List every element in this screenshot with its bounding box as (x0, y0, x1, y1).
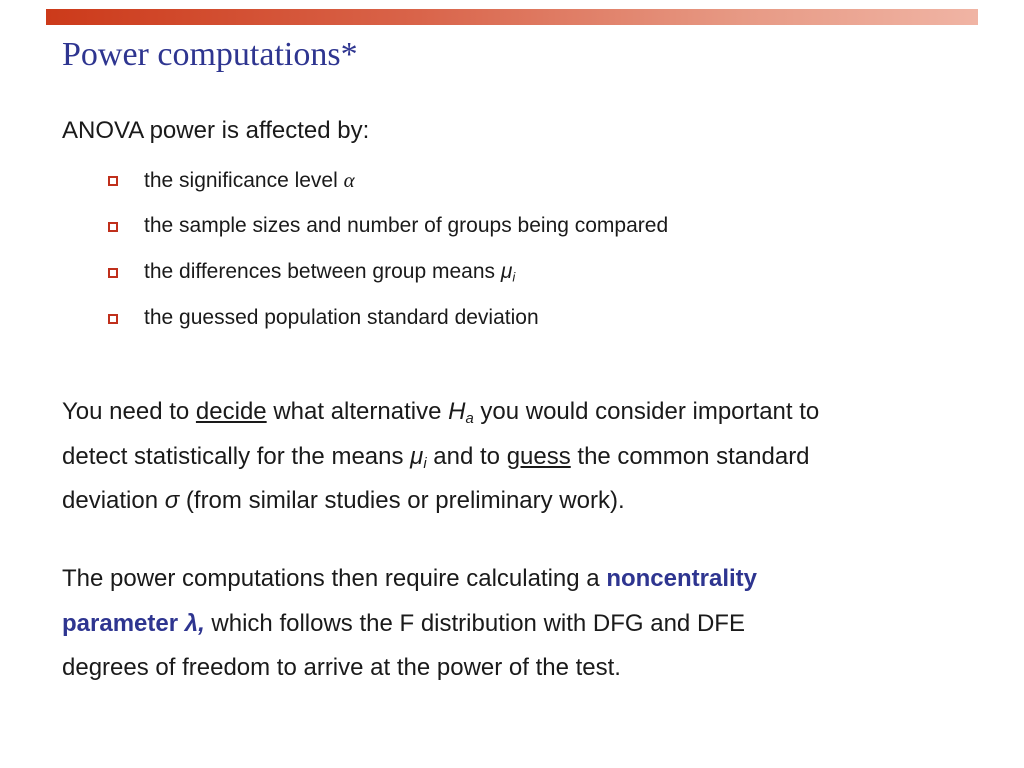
paragraph-line (62, 390, 982, 435)
mu-subscript: i (512, 269, 516, 285)
square-bullet-icon (108, 222, 118, 232)
h-subscript: a (465, 411, 474, 428)
highlight-term: parameter (62, 609, 185, 637)
paragraph-line (62, 435, 982, 480)
bullet-text: the significance level (144, 169, 344, 192)
text-run: detect statistically for the means (62, 442, 411, 470)
paragraph-line (62, 557, 982, 602)
text-run: which follows the F distribution with DFG and DFE (204, 609, 745, 637)
h-symbol: H (448, 398, 466, 425)
text-run: deviation (62, 487, 165, 514)
lambda-symbol: λ, (184, 609, 205, 637)
bullet-text: the sample sizes and number of groups being compared (144, 214, 669, 237)
text-run: (from similar studies or preliminary work). (179, 487, 625, 514)
text-run: what alternative (266, 398, 449, 425)
text-run: you would consider important to (473, 398, 820, 425)
alpha-symbol: α (343, 168, 355, 192)
highlight-term: noncentrality (606, 565, 758, 592)
paragraph-line: degrees of freedom to arrive at the power of the test. (62, 654, 621, 681)
bullet-text: the differences between group means (144, 260, 501, 283)
slide-title: Power computations* (62, 36, 358, 73)
text-run: and to (426, 442, 507, 470)
header-accent-bar (46, 9, 978, 25)
paragraph-line (62, 479, 982, 524)
mu-subscript: i (423, 455, 427, 472)
paragraph-line (62, 602, 982, 647)
underlined-guess: guess (506, 442, 571, 470)
square-bullet-icon (108, 268, 118, 278)
mu-symbol: μ (500, 260, 513, 283)
paragraph-decide-guess (62, 390, 982, 524)
intro-text: ANOVA power is affected by: (62, 117, 370, 144)
square-bullet-icon (108, 176, 118, 186)
paragraph-noncentrality (62, 557, 982, 691)
underlined-decide: decide (195, 398, 267, 425)
bullet-text: the guessed population standard deviation (144, 306, 539, 329)
text-run: the common standard (570, 442, 810, 470)
text-run: The power computations then require calculating a (62, 565, 607, 592)
text-run: You need to (62, 398, 196, 425)
mu-symbol: μ (410, 442, 424, 470)
sigma-symbol: σ (164, 487, 180, 514)
square-bullet-icon (108, 314, 118, 324)
